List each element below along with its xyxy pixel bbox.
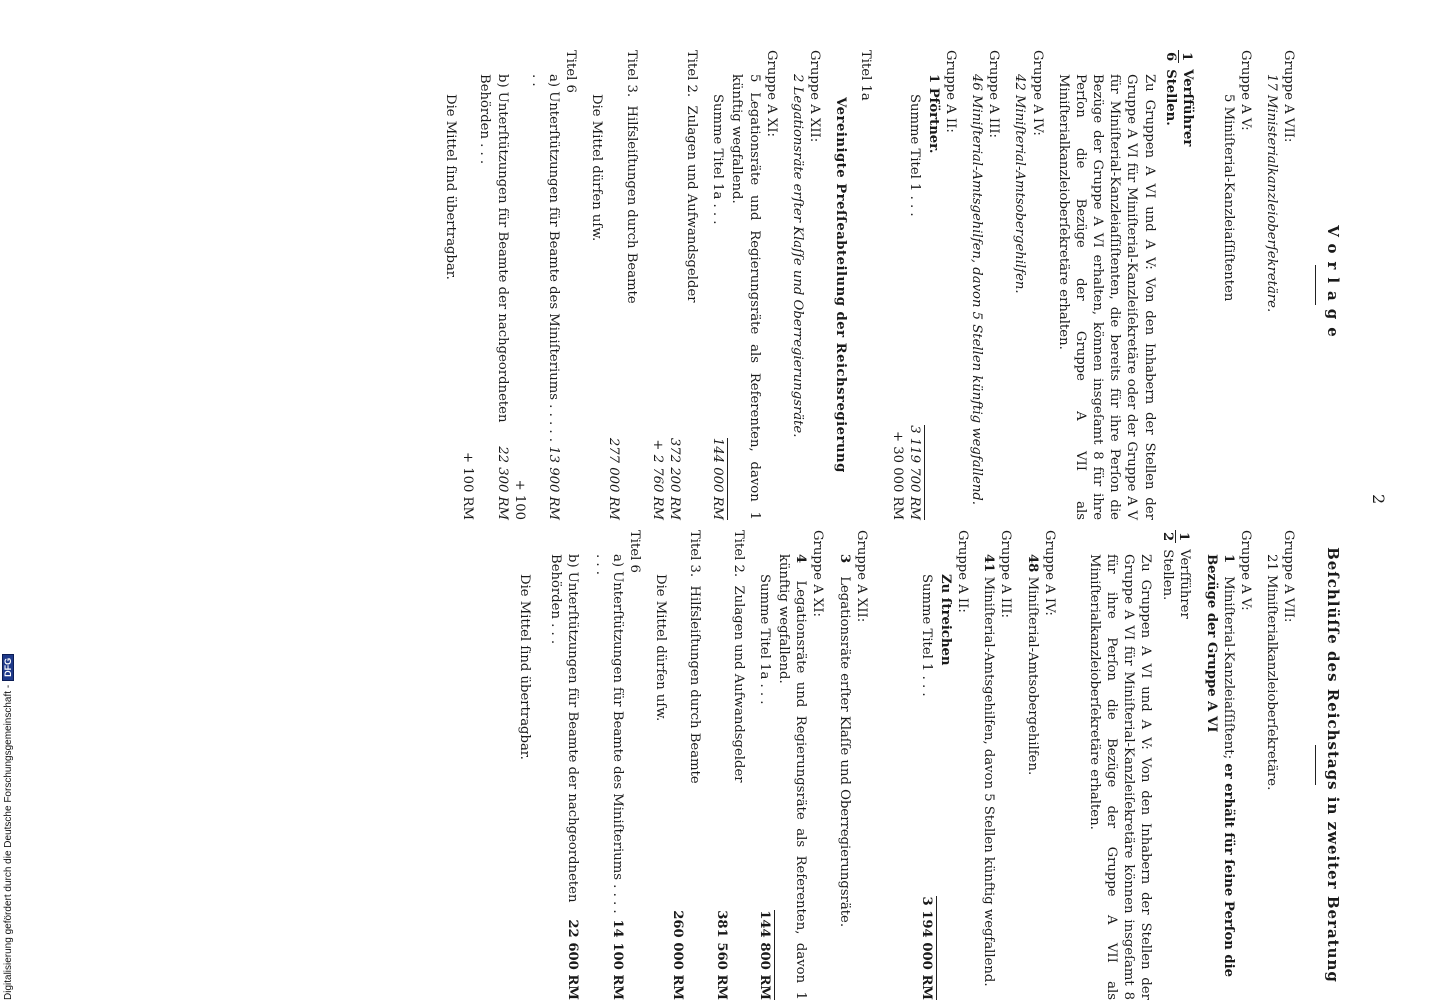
sum-row bbox=[756, 530, 775, 1000]
column-beschluesse bbox=[516, 530, 1342, 1000]
titel-amount: 277 000 RM bbox=[606, 437, 622, 520]
group-text: Legationsräte und Regierungsräte als Referenten, davon 1 künftig wegfallend. bbox=[776, 554, 809, 1000]
digitization-credit bbox=[0, 600, 16, 1000]
sum-row bbox=[918, 530, 937, 1000]
fraction-block bbox=[1086, 530, 1193, 1000]
group-label: Gruppe A III: bbox=[986, 50, 1002, 138]
titel-2 bbox=[712, 530, 746, 1000]
group-text: 17 Ministerialkanzleioberſekretäre. bbox=[1264, 74, 1280, 313]
group-count: 3 bbox=[836, 554, 852, 564]
group-text: 42 Miniſterial-Amtsobergehilfen. bbox=[1012, 74, 1028, 294]
group-label: Gruppe A XII: bbox=[853, 530, 869, 623]
subitem-text: b) Unterſtützungen für Beamte der nachgeordneten Behörden . . . bbox=[477, 74, 510, 423]
titel-heading: Vereinigte Preſſeabteilung der Reichsregierung bbox=[833, 97, 849, 473]
subitem-a bbox=[528, 50, 562, 520]
titel-3 bbox=[588, 50, 639, 520]
group-label: Gruppe A VII: bbox=[1281, 50, 1297, 143]
subitem-change: + 100 bbox=[511, 479, 527, 520]
titel-amount: 381 560 RM bbox=[713, 910, 729, 1000]
subitem-b bbox=[476, 50, 510, 520]
group-text: 1 Pförtner. bbox=[925, 74, 941, 154]
group-count: 48 bbox=[1024, 554, 1040, 573]
credit-text: Digitalisierung gefördert durch die Deutsche Forschungsgemeinschaft - bbox=[2, 684, 14, 1000]
titel-6 bbox=[442, 50, 579, 520]
sum-amount: 144 000 RM bbox=[709, 438, 728, 520]
group-text: Miniſterial-Kanzleiaſſiſtent; bbox=[1221, 576, 1237, 760]
group-count: 1 bbox=[1221, 554, 1237, 564]
fraction bbox=[1160, 530, 1191, 543]
sum-label: Summe Titel 1a . . . bbox=[710, 94, 726, 225]
titel-note: Die Mittel ſind übertragbar. bbox=[443, 94, 459, 280]
sum-amount: 3 119 700 RM bbox=[906, 425, 925, 520]
fraction-denominator-text: Stellen. bbox=[1159, 549, 1175, 601]
group-a12 bbox=[835, 530, 869, 1000]
group-label: Gruppe A II: bbox=[955, 530, 971, 613]
subitem-change: + 100 RM bbox=[460, 451, 476, 520]
titel-text: Hilfsleiſtungen durch Beamte bbox=[623, 105, 639, 304]
column-header: Beſchlüſſe des Reichstags in zweiter Beratung bbox=[1324, 547, 1342, 983]
titel-label: Titel 2. bbox=[684, 50, 700, 98]
subitem-amount: 13 900 RM bbox=[546, 446, 562, 520]
sum-label: Summe Titel 1a . . . bbox=[756, 574, 772, 705]
sum-label: Summe Titel 1 . . . bbox=[906, 94, 922, 217]
group-label: Gruppe A II: bbox=[943, 50, 958, 133]
group-text: Legationsräte erſter Klaſſe und Oberregierungsräte. bbox=[836, 576, 852, 928]
titel-amount: 372 200 RM bbox=[666, 437, 682, 520]
titel-row bbox=[683, 50, 700, 520]
group-label: Gruppe A VII: bbox=[1281, 530, 1297, 623]
group-label: Gruppe A IV: bbox=[1029, 50, 1045, 136]
group-label: Gruppe A V: bbox=[1238, 530, 1254, 611]
fraction-numerator: 1 bbox=[1179, 52, 1195, 62]
sum-amount: 144 800 RM bbox=[756, 910, 775, 1000]
page-number: 2 bbox=[1369, 494, 1388, 505]
group-a5 bbox=[1220, 50, 1254, 520]
sum-label: Summe Titel 1 . . . bbox=[918, 574, 934, 697]
group-count: 41 bbox=[981, 554, 997, 573]
group-label: Gruppe A XI: bbox=[810, 530, 826, 617]
group-a4 bbox=[1011, 50, 1045, 520]
group-text: 2 Legationsräte erſter Klaſſe und Oberregierungsräte. bbox=[789, 74, 805, 438]
column-vorlage bbox=[442, 50, 1342, 520]
header-rule bbox=[1316, 265, 1317, 305]
dfg-logo: DFG bbox=[2, 654, 14, 681]
fraction-denominator-text: Stellen. bbox=[1162, 69, 1178, 126]
sum-row bbox=[709, 50, 728, 520]
titel-6 bbox=[516, 530, 643, 1000]
group-text: 5 Miniſterial-Kanzleiaſſiſtenten bbox=[1221, 94, 1237, 302]
titel-note: Die Mittel dürfen uſw. bbox=[589, 94, 605, 242]
group-label: Gruppe A V: bbox=[1238, 50, 1254, 131]
group-text: 21 Miniſterialkanzleioberſekretäre. bbox=[1264, 554, 1280, 791]
group-text: 5 Legationsräte und Regierungsräte als Referenten, davon 1 künftig wegfallend. bbox=[729, 74, 762, 520]
fraction-numerator: 1 bbox=[1176, 532, 1192, 542]
titel-2 bbox=[649, 50, 700, 520]
paragraph-a6: Zu Gruppen A VI und A V: Von den Inhabern der Stellen der Gruppe A VI für Miniſterial-Kanzleiſekretäre oder der Gruppe A V für Miniſterial-Kanzleiaſſiſtenten, die bereits für ihre Perſon die Bezüge der Gruppe A VI erhalten, können insgeſamt 8 für ihre Perſon die Bezüge der Gruppe A VII als Miniſterialkanzleioberſekretäre erhalten. bbox=[1055, 74, 1157, 520]
group-label: Gruppe A XI: bbox=[763, 50, 779, 137]
group-label: Gruppe A IV: bbox=[1041, 530, 1057, 616]
group-text: 46 Miniſterial-Amtsgehilfen, davon 5 Stellen künftig wegfallend. bbox=[969, 74, 985, 505]
titel-change: + 2 760 RM bbox=[649, 439, 665, 520]
group-a12 bbox=[789, 50, 823, 520]
subitem-b bbox=[547, 530, 581, 1000]
titel-label: Titel 6 bbox=[563, 50, 579, 93]
titel-3 bbox=[652, 530, 703, 1000]
titel-note: Die Mittel dürfen uſw. bbox=[653, 574, 669, 722]
fraction-block bbox=[1055, 50, 1196, 520]
subitem-text: a) Unterſtützungen für Beamte des Miniſteriums . . . . . . . bbox=[592, 554, 625, 914]
group-a2 bbox=[888, 50, 959, 520]
subitem-amount: 22 600 RM bbox=[565, 919, 581, 1000]
titel-label: Titel 2. bbox=[730, 530, 746, 578]
subitem-amount: 22 300 RM bbox=[494, 446, 510, 520]
group-a7 bbox=[1263, 530, 1297, 1000]
titel-text: Zulagen und Aufwandsgelder bbox=[684, 105, 700, 303]
titel-note: Die Mittel ſind übertragbar. bbox=[517, 574, 533, 760]
subitem-amount: 14 100 RM bbox=[609, 919, 625, 1000]
fraction-numerator-text: Verſführer bbox=[1179, 69, 1195, 147]
column-header: Vorlage bbox=[1324, 225, 1342, 345]
subitem-text: b) Unterſtützungen für Beamte der nachgeordneten Behörden . . . bbox=[548, 554, 581, 903]
group-text: Miniſterial-Amtsgehilfen, davon 5 Stellen künftig wegfallend. bbox=[981, 576, 997, 987]
sum-change: + 30 000 RM bbox=[889, 430, 905, 520]
titel-label: Titel 3. bbox=[687, 530, 703, 578]
titel-1a bbox=[832, 50, 874, 520]
group-label: Gruppe A XII: bbox=[807, 50, 823, 143]
fraction-denominator: 6 bbox=[1163, 52, 1179, 62]
group-emphasis: er erhält für ſeine Perſon die Bezüge der Gruppe A VI bbox=[1203, 554, 1237, 978]
subitem-a bbox=[592, 530, 626, 1000]
paragraph-a6: Zu Gruppen A VI und A V: Von den Inhabern der Stellen der Gruppe A VI für Miniſterial-Kanzleiſekretäre können insgeſamt 8 für ihre Perſon die Bezüge der Gruppe A VII als Miniſterialkanzleioberſekretäre erhalten. bbox=[1086, 554, 1154, 1000]
sum-row bbox=[906, 50, 925, 520]
group-a11 bbox=[709, 50, 780, 520]
subitem-text: a) Unterſtützungen für Beamte des Miniſteriums . . . . . . . bbox=[528, 74, 562, 442]
fraction bbox=[1163, 50, 1194, 63]
group-text: Miniſterial-Amtsobergehilfen. bbox=[1024, 576, 1040, 776]
group-a11 bbox=[756, 530, 827, 1000]
group-a3 bbox=[968, 50, 1002, 520]
group-a3 bbox=[980, 530, 1014, 1000]
group-text: Zu ſtreichen bbox=[938, 574, 953, 666]
titel-label: Titel 3. bbox=[623, 50, 639, 98]
titel-amount: 260 000 RM bbox=[670, 910, 686, 1000]
sum-amount: 3 194 000 RM bbox=[918, 896, 937, 1000]
titel-text: Zulagen und Aufwandsgelder bbox=[730, 585, 746, 783]
group-label: Gruppe A III: bbox=[998, 530, 1014, 618]
fraction-denominator: 2 bbox=[1160, 532, 1176, 542]
titel-label: Titel 1a bbox=[858, 50, 874, 101]
titel-text: Hilfsleiſtungen durch Beamte bbox=[687, 585, 703, 784]
group-a4 bbox=[1023, 530, 1057, 1000]
fraction-numerator-text: Verſführer bbox=[1176, 549, 1192, 619]
titel-label: Titel 6 bbox=[626, 530, 642, 573]
group-a2 bbox=[918, 530, 971, 1000]
group-a7 bbox=[1263, 50, 1297, 520]
header-rule bbox=[1316, 745, 1317, 785]
group-count: 4 bbox=[793, 554, 809, 564]
group-a5 bbox=[1203, 530, 1254, 1000]
